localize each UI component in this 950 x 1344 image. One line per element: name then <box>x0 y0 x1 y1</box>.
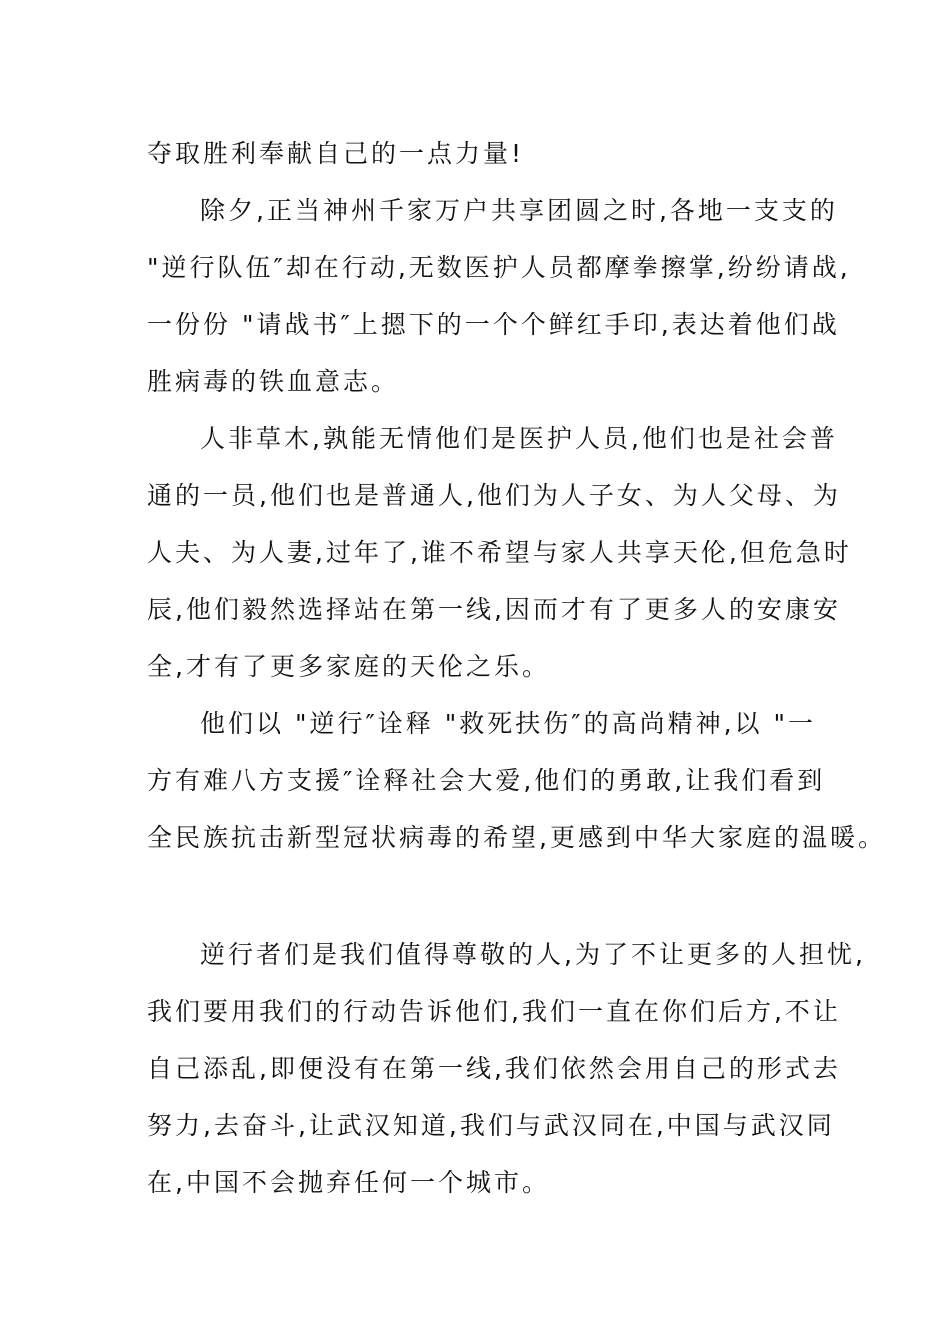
paragraph-2-line-2: "逆行队伍″却在行动,无数医护人员都摩拳擦掌,纷纷请战, <box>147 253 851 282</box>
paragraph-4-line-2: 方有难八方支援″诠释社会大爱,他们的勇敢,让我们看到 <box>147 766 826 795</box>
paragraph-5-line-3: 自己添乱,即便没有在第一线,我们依然会用自己的形式去 <box>147 1054 841 1083</box>
paragraph-5-line-5: 在,中国不会抛弃任何一个城市。 <box>147 1168 550 1197</box>
paragraph-1-line-1: 夺取胜利奉献自己的一点力量! <box>147 139 525 168</box>
paragraph-3-line-2: 通的一员,他们也是普通人,他们为人子女、为人父母、为 <box>147 481 841 510</box>
paragraph-2-line-3: 一份份 "请战书″上摁下的一个个鲜红手印,表达着他们战 <box>147 310 840 339</box>
paragraph-3-line-5: 全,才有了更多家庭的天伦之乐。 <box>147 652 550 681</box>
paragraph-5-line-1: 逆行者们是我们值得尊敬的人,为了不让更多的人担忧, <box>200 940 866 969</box>
paragraph-4-line-3: 全民族抗击新型冠状病毒的希望,更感到中华大家庭的温暖。 <box>147 823 886 852</box>
paragraph-5-line-2: 我们要用我们的行动告诉他们,我们一直在你们后方,不让 <box>147 997 841 1026</box>
paragraph-3-line-1: 人非草木,孰能无情他们是医护人员,他们也是社会普 <box>200 424 838 453</box>
paragraph-2-line-4: 胜病毒的铁血意志。 <box>147 367 400 396</box>
paragraph-3-line-4: 辰,他们毅然选择站在第一线,因而才有了更多人的安康安 <box>147 595 841 624</box>
paragraph-4-line-1: 他们以 "逆行″诠释 "救死扶伤″的高尚精神,以 "一 <box>200 709 816 738</box>
paragraph-5-line-4: 努力,去奋斗,让武汉知道,我们与武汉同在,中国与武汉同 <box>147 1111 835 1140</box>
paragraph-2-line-1: 除夕,正当神州千家万户共享团圆之时,各地一支支的 <box>200 196 838 225</box>
paragraph-3-line-3: 人夫、为人妻,过年了,谁不希望与家人共享天伦,但危急时 <box>147 538 852 567</box>
